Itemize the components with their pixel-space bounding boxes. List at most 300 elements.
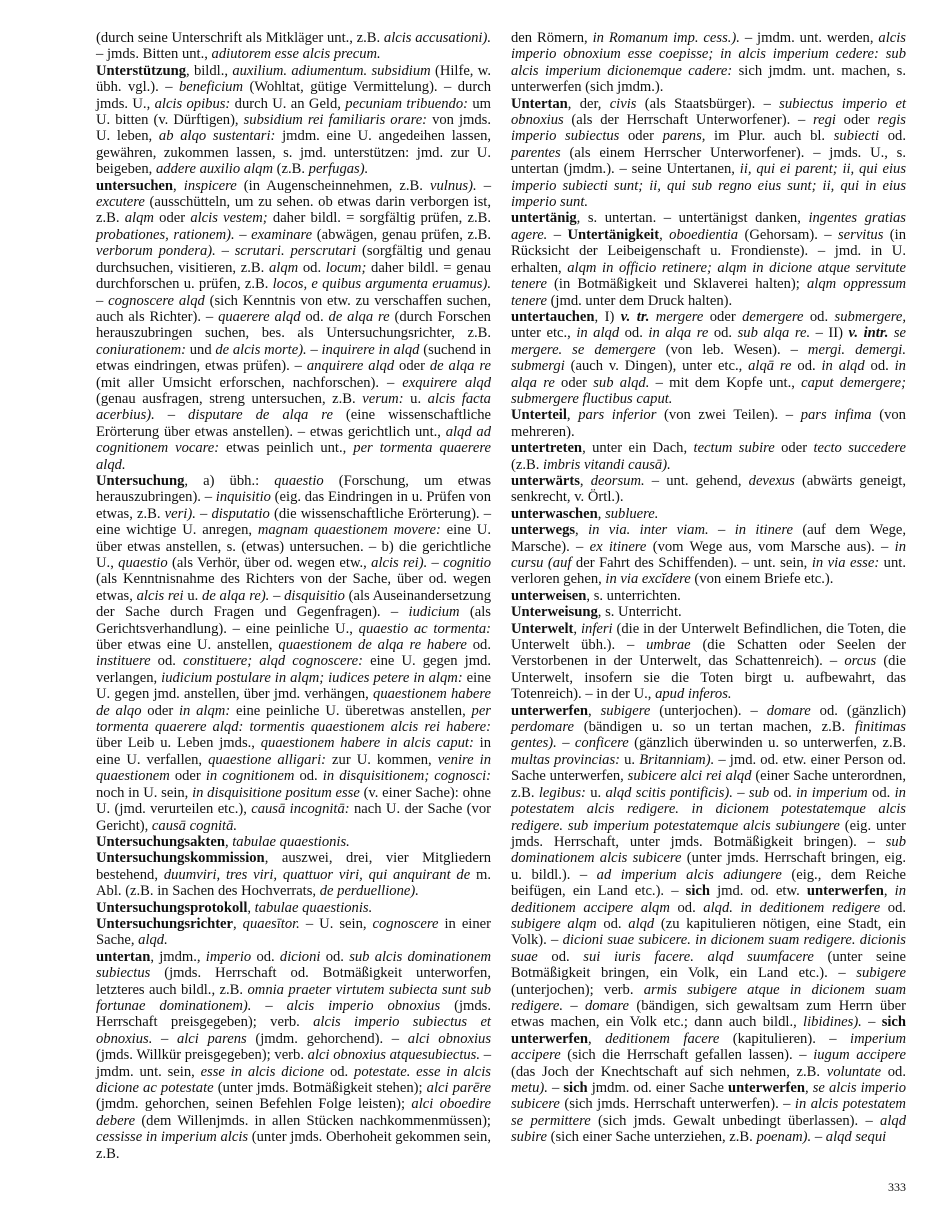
latin-term: submergere, bbox=[834, 308, 907, 325]
entry-text: (als Staatsbürger). – bbox=[636, 95, 780, 112]
entry-text: (Hilfe, w. übh. vgl.). – bbox=[96, 62, 492, 96]
entry-text: (genau ausfragen, streng untersuchen, z.B. bbox=[96, 390, 363, 407]
entry-text: (jmdm. gehorchen, seinen Befehlen Folge leisten); bbox=[96, 1096, 412, 1113]
latin-term: excutere bbox=[96, 194, 145, 211]
entry-text: – jmd. od. etw. einer Person od. Sache unterwerfen, bbox=[511, 751, 907, 785]
entry-text: , der, bbox=[567, 95, 610, 112]
latin-term: in alqd bbox=[821, 358, 865, 375]
latin-term: mergi. demergi. submergi bbox=[511, 341, 906, 375]
latin-term: ingentes gratias agere. bbox=[511, 210, 906, 243]
latin-term: iudicium bbox=[408, 604, 460, 621]
latin-term: pars infima bbox=[800, 407, 872, 424]
latin-term: adiutorem esse alcis precum. bbox=[211, 46, 381, 63]
dictionary-entry bbox=[511, 309, 906, 407]
headword: untertreten bbox=[511, 440, 583, 457]
entry-text: oder bbox=[394, 358, 430, 375]
entry-text: od. bbox=[791, 358, 822, 375]
latin-term: deditionem facere bbox=[605, 1030, 720, 1047]
latin-term: iugum accipere bbox=[813, 1047, 906, 1064]
entry-text: (sich jmds. Herrschaft unterwerfen). – bbox=[559, 1096, 795, 1113]
latin-term: domare bbox=[766, 702, 811, 719]
latin-term: metu). bbox=[511, 1080, 548, 1096]
latin-term: mergere bbox=[655, 308, 704, 325]
entry-text: (eig., dem Reiche beifügen, ein Land etc.). – bbox=[511, 866, 906, 900]
entry-text: oder bbox=[169, 768, 206, 785]
latin-term: ii, qui ei parent; ii, qui eius imperio subiecti sunt; ii, qui sub regno eius sunt; ii, qui in eius imperio sunt. bbox=[511, 161, 907, 211]
headword: sich bbox=[563, 1080, 588, 1096]
entry-text: , bbox=[573, 620, 581, 637]
entry-text: (unterjochen). – bbox=[650, 702, 767, 719]
entry-text: (durch seine Unterschrift als Mitkläger unt., z.B. bbox=[96, 30, 384, 46]
entry-text: od. bbox=[320, 948, 350, 965]
entry-text: , bbox=[579, 472, 591, 489]
headword: unterwärts bbox=[511, 472, 580, 489]
latin-term: in via esse: bbox=[811, 555, 880, 571]
latin-term: in Romanum imp. cess.). bbox=[592, 30, 740, 46]
latin-term: apud inferos. bbox=[655, 686, 732, 703]
entry-text: (abwärts geneigt, senkrecht, v. Örtl.). bbox=[511, 472, 907, 506]
latin-term: alqd sequi bbox=[825, 1129, 887, 1146]
latin-term: in alqa re bbox=[648, 325, 709, 342]
right-column bbox=[511, 30, 906, 1146]
entry-text: , bbox=[597, 505, 606, 522]
latin-term: servitus bbox=[837, 226, 884, 243]
entry-text: od. bbox=[466, 637, 491, 654]
entry-text: , bbox=[883, 883, 895, 900]
latin-term: in alqd bbox=[576, 325, 620, 342]
entry-text: über etwas eine U. anstellen, bbox=[96, 637, 279, 654]
entry-text: od. bbox=[803, 308, 835, 325]
entry-text: od. bbox=[298, 259, 326, 276]
dictionary-entry bbox=[511, 440, 906, 473]
entry-text: (sich einer Sache unterziehen, z.B. bbox=[546, 1129, 757, 1146]
latin-term: in disquisitione positum esse bbox=[192, 784, 360, 801]
latin-term: parens, bbox=[662, 128, 706, 145]
latin-term: disquisitio bbox=[284, 587, 345, 604]
entry-text: (z.B. bbox=[272, 161, 309, 178]
latin-term: alcis facta acerbius). bbox=[96, 390, 491, 424]
entry-text: od. bbox=[864, 358, 895, 375]
entry-text: (dem Willenjmds. in allen Stücken nachkommenmüssen); bbox=[135, 1112, 491, 1129]
latin-term: duumviri, tres viri, quattuor viri, qui anquirant de bbox=[163, 866, 471, 883]
latin-term: in alqa re bbox=[511, 358, 906, 391]
latin-term: addere auxilio alqm bbox=[155, 161, 273, 178]
latin-term: ex itinere bbox=[589, 538, 647, 555]
latin-term: sub alqa re. bbox=[737, 325, 811, 342]
latin-term: inferi bbox=[580, 620, 613, 637]
latin-term: venire in quaestionem bbox=[96, 751, 491, 785]
latin-term: multas provincias: bbox=[511, 751, 620, 768]
latin-term: in cursu (auf bbox=[511, 538, 906, 571]
entry-text: u. bbox=[585, 784, 606, 801]
latin-term: magnam quaestionem movere: bbox=[257, 522, 441, 539]
entry-text: – bbox=[195, 505, 212, 522]
latin-term: pars inferior bbox=[578, 407, 657, 424]
latin-term: coniurationem: bbox=[96, 341, 186, 358]
dictionary-entry bbox=[96, 178, 491, 473]
entry-text: , auszwei, drei, vier Mitgliedern bestehend, bbox=[96, 850, 491, 883]
latin-term: cognoscere bbox=[372, 915, 439, 932]
latin-term: subigere bbox=[600, 702, 651, 719]
entry-text: daher bildl. = genau durchforschen u. prüfen, z.B. bbox=[96, 259, 492, 293]
entry-text: – bbox=[547, 1080, 564, 1096]
entry-text: und bbox=[185, 341, 216, 358]
latin-term: quaestionem habere in alcis caput: bbox=[260, 735, 474, 752]
dictionary-entry bbox=[511, 621, 906, 703]
latin-term: se alcis imperio subicere bbox=[511, 1080, 907, 1113]
latin-term: alcis opibus: bbox=[154, 95, 231, 112]
latin-term: sub bbox=[748, 784, 770, 801]
latin-term: alcis rei bbox=[136, 587, 184, 604]
entry-text: – U. sein, bbox=[299, 915, 373, 932]
latin-term: alcis accusationi). bbox=[383, 30, 491, 46]
latin-term: ab alqo sustentari: bbox=[158, 128, 276, 145]
entry-text: (durch Forschen herauszubringen suchen, bes. als Untersuchungsrichter, z.B. bbox=[96, 308, 491, 342]
entry-text: , s. Unterricht. bbox=[597, 604, 682, 621]
latin-term: subicere alci rei alqd bbox=[627, 768, 752, 785]
headword: Untersuchungsprotokoll bbox=[96, 899, 248, 916]
entry-text: eine U. über etwas anstellen, s. (etwas) untersuchen. – b) die gerichtliche U., bbox=[96, 522, 491, 571]
entry-text: (ausschütteln, um zu sehen. ob etwas darin verborgen ist, z.B. bbox=[96, 194, 491, 227]
headword: Untersuchungsakten bbox=[96, 833, 225, 850]
entry-text: (sich Kenntnis von etw. zu verschaffen suchen, auch als Richter). – bbox=[96, 292, 491, 325]
latin-term: subsidium rei familiaris orare: bbox=[243, 112, 428, 129]
latin-term: veri). bbox=[164, 505, 196, 522]
entry-text: – jmdm. unt. sein, bbox=[96, 1047, 491, 1080]
latin-term: dicioni bbox=[279, 948, 321, 965]
latin-term: causā cognitā. bbox=[151, 817, 238, 834]
latin-term: quaesītor. bbox=[242, 915, 300, 932]
entry-text: (Forschung, um etwas herauszubringen). – bbox=[96, 472, 491, 506]
latin-term: per tormenta quaerere alqd. bbox=[96, 440, 491, 473]
latin-term: poenam). bbox=[756, 1129, 812, 1146]
entry-text: der Fahrt des Schiffenden). – unt. sein, bbox=[571, 555, 812, 571]
entry-text: – bbox=[427, 555, 444, 571]
latin-term: in via excĭdere bbox=[605, 571, 691, 588]
latin-term: locum; bbox=[325, 259, 367, 276]
entry-text: , bbox=[173, 177, 184, 194]
headword: Unterstützung bbox=[96, 62, 186, 79]
headword: sich bbox=[685, 883, 710, 900]
entry-text: , bbox=[224, 833, 233, 850]
entry-text: (mit aller Umsicht erforschen, nachforschen). – bbox=[96, 374, 403, 391]
latin-term: verborum pondera). – scrutari. perscrutari bbox=[96, 243, 357, 260]
latin-term: in alqm: bbox=[179, 702, 231, 719]
latin-term: de perduellione). bbox=[319, 883, 419, 900]
headword: untertauchen bbox=[511, 308, 595, 325]
entry-text: od. bbox=[669, 899, 704, 916]
entry-text: (als Auseinandersetzung der Sache durch Fragen und Gegenfragen). – bbox=[96, 587, 491, 621]
entry-text: eine peinliche U. überetwas anstellen, bbox=[230, 702, 472, 719]
entry-text: (eine wissenschaftliche Erörterung über etwas anstellen). – etwas gerichtlich unt., bbox=[96, 407, 492, 440]
entry-text: (in Rücksicht der Leibeigenschaft u. Frondienste). – jmd. in U. erhalten, bbox=[511, 226, 907, 276]
latin-term: in disquisitionem; cognosci: bbox=[322, 768, 491, 785]
entry-text: od. bbox=[294, 768, 323, 785]
entry-text: od. bbox=[880, 899, 907, 916]
latin-term: libidines). bbox=[803, 1014, 862, 1031]
latin-term: alcis vestem; bbox=[190, 210, 268, 227]
latin-term: subiectus imperio et obnoxius bbox=[511, 95, 906, 129]
entry-text: (einer Sache unterordnen, z.B. bbox=[511, 768, 906, 801]
latin-term: exquirere alqd bbox=[402, 374, 491, 391]
latin-term: constituere; alqd cognoscere: bbox=[182, 653, 364, 670]
headword: Unterweisung bbox=[511, 604, 598, 621]
latin-term: finitimas gentes). – conficere bbox=[511, 719, 906, 752]
latin-term: per tormenta quaerere alqd: tormentis quaestionem alcis rei habere: bbox=[96, 702, 491, 736]
dictionary-entry bbox=[96, 916, 491, 949]
entry-text: (kapitulieren). – bbox=[719, 1030, 851, 1047]
entry-text: durch U. an Geld, bbox=[230, 95, 346, 112]
entry-text: von jmds. U. leben, bbox=[96, 112, 492, 145]
latin-term: beneficium bbox=[178, 79, 243, 96]
latin-term: alqm oppressum tenere bbox=[511, 276, 906, 309]
entry-text: (jmdm. gehorchend). – bbox=[246, 1030, 408, 1047]
latin-term: alci oboedire debere bbox=[96, 1096, 491, 1129]
entry-text: (das Joch der Knechtschaft auf sich nehmen, z.B. bbox=[511, 1063, 827, 1080]
latin-term: v. intr. bbox=[848, 325, 889, 342]
latin-term: vulnus). bbox=[430, 177, 477, 194]
entry-text: zur U. kommen, bbox=[326, 751, 438, 768]
entry-text: od. bbox=[769, 784, 797, 801]
latin-term: perdomare bbox=[511, 719, 574, 736]
headword: unterwerfen bbox=[728, 1080, 806, 1096]
entry-text: jmdm. eine U. angedeihen lassen, gewähren, zukommen lassen, s. jmd. unterstützen: jmd. zur U. beigeben, bbox=[96, 128, 492, 178]
headword: sich unterwerfen bbox=[511, 1014, 907, 1047]
entry-text: eine U. gegen jmd. anstellen, über jmd. verhängen, bbox=[96, 669, 491, 703]
entry-text: – bbox=[811, 1129, 826, 1146]
entry-text: od. bbox=[300, 308, 329, 325]
entry-text: (z.B. bbox=[511, 456, 544, 473]
entry-text: (vom Wege aus, vom Marsche aus). – bbox=[646, 538, 895, 555]
entry-text: (jmds. Willkür preisgegeben); verb. bbox=[96, 1047, 308, 1064]
latin-term: orcus bbox=[844, 653, 877, 670]
dictionary-entry bbox=[511, 522, 906, 588]
latin-term: omnia praeter virtutem subiecta sunt sub fortunae dominationem). – alcis imperio obnoxius bbox=[96, 981, 491, 1014]
entry-text: oder bbox=[153, 210, 191, 227]
entry-text: (sich die Herrschaft gefallen lassen). – bbox=[560, 1047, 814, 1064]
entry-text: – bbox=[269, 587, 285, 604]
entry-text: über Leib u. Leben jmds., bbox=[96, 735, 261, 752]
entry-text: (von einem Briefe etc.). bbox=[690, 571, 834, 588]
entry-text: , bbox=[805, 1080, 813, 1096]
entry-text: – jmdm. unt. werden, bbox=[739, 30, 879, 46]
entry-text: od. bbox=[867, 784, 895, 801]
latin-term: civis bbox=[609, 95, 637, 112]
entry-text: oder bbox=[554, 374, 594, 391]
dictionary-entry bbox=[96, 834, 491, 850]
entry-text: , bbox=[588, 702, 601, 719]
entry-text: (als Kenntnisnahme des Richters von der Sache, über od. wegen etwas, bbox=[96, 571, 491, 604]
latin-term: quaestione alligari: bbox=[208, 751, 327, 768]
latin-term: alqd. bbox=[138, 932, 168, 949]
entry-text: in eine U. verfallen, bbox=[96, 735, 492, 768]
latin-term: se mergere. se demergere bbox=[511, 325, 907, 358]
entry-text: u. bbox=[403, 390, 428, 407]
latin-term: alcis imperio obnoxium esse coepisse; in alcis imperium cedere: sub alcis imperium dicionemque cadere: bbox=[511, 30, 906, 79]
entry-text: (die wissenschaftliche Erörterung). – eine wichtige U. anregen, bbox=[96, 505, 492, 539]
headword: Untersuchungskommission bbox=[96, 850, 265, 867]
latin-term: legibus: bbox=[538, 784, 586, 801]
latin-term: tabulae quaestionis. bbox=[232, 833, 350, 850]
entry-text: (unter jmds. Herrschaft bringen, eig. u. bildl.). – bbox=[511, 850, 906, 883]
entry-text: daher bildl. = sorgfältig prüfen, z.B. bbox=[267, 210, 491, 227]
headword: Unterteil bbox=[511, 407, 567, 424]
latin-term: oboedientia bbox=[669, 226, 739, 243]
latin-term: alqd ad cognitionem vocare: bbox=[96, 423, 492, 457]
entry-text: , bildl., bbox=[186, 62, 233, 79]
entry-text: od. bbox=[881, 1063, 906, 1080]
entry-text: (unter seine Botmäßigkeit bringen, ein Volk, ein Land etc.). – bbox=[511, 948, 906, 982]
entry-text: etwas peinlich unt., bbox=[219, 440, 354, 457]
page-number: 333 bbox=[888, 1180, 906, 1194]
latin-term: imperio bbox=[205, 948, 252, 965]
entry-text: (von leb. Wesen). – bbox=[655, 341, 808, 358]
entry-text: – jmds. Bitten unt., bbox=[96, 46, 212, 63]
latin-term: tabulae quaestionis. bbox=[254, 899, 373, 916]
latin-term: alqā re bbox=[748, 358, 792, 375]
entry-text: – bbox=[861, 1014, 882, 1031]
latin-term: regi bbox=[813, 112, 836, 129]
latin-term: alqd. in deditionem redigere bbox=[703, 899, 881, 916]
entry-text: m. Abl. (z.B. in Sachen des Hochverrats, bbox=[96, 866, 492, 900]
headword: unterwegs bbox=[511, 522, 576, 539]
latin-term: alqm bbox=[268, 259, 299, 276]
entry-text: , bbox=[575, 522, 589, 539]
dictionary-entry bbox=[511, 588, 906, 604]
latin-term: alqm bbox=[124, 210, 154, 227]
dictionary-entry bbox=[96, 30, 491, 63]
dictionary-entry bbox=[96, 949, 491, 1162]
entry-text: (v. einer Sache): ohne U. (jmd. verurteilen etc.), bbox=[96, 784, 491, 818]
entry-text: od. bbox=[251, 948, 280, 965]
latin-term: armis subigere atque in dicionem suam redigere. – domare bbox=[511, 981, 906, 1014]
headword: unterwaschen bbox=[511, 505, 598, 522]
entry-text: (abwägen, genau prüfen, z.B. bbox=[312, 226, 491, 243]
entry-text: (als der Herrschaft Unterworfener). – bbox=[563, 112, 813, 129]
entry-text: (als Verhör, über od. wegen etw., bbox=[167, 555, 372, 571]
latin-term: inspicere bbox=[183, 177, 237, 194]
dictionary-entry bbox=[96, 473, 491, 834]
latin-term: quaestio bbox=[274, 472, 324, 489]
left-column bbox=[96, 30, 491, 1162]
entry-text: (zu kapitulieren nötigen, eine Stadt, ein Volk). – bbox=[511, 915, 906, 949]
entry-text: – mit dem Kopfe unt., bbox=[649, 374, 802, 391]
entry-text: (als Gerichtsverhandlung). – eine peinliche U., bbox=[96, 604, 491, 637]
entry-text: – II) bbox=[810, 325, 849, 342]
latin-term: ad imperium alcis adiungere bbox=[596, 866, 782, 883]
headword: untertan bbox=[96, 948, 151, 965]
latin-term: alcis rei). bbox=[371, 555, 428, 571]
entry-text: (die in der Unterwelt Befindlichen, die Toten, die Unterwelt übh.). – bbox=[511, 620, 906, 654]
entry-text: – unt. gehend, bbox=[644, 472, 749, 489]
latin-term: alqd bbox=[628, 915, 655, 932]
entry-text: , s. unterrichten. bbox=[586, 587, 681, 604]
latin-term: devexus bbox=[748, 472, 795, 489]
latin-term: locos, e quibus argumenta eruamus). – cognoscere alqd bbox=[96, 276, 491, 309]
latin-term: disputatio bbox=[211, 505, 270, 522]
latin-term: inquirere in alqd bbox=[321, 341, 420, 358]
entry-text: (von mehreren). bbox=[511, 407, 906, 440]
entry-text: , bbox=[659, 226, 670, 243]
entry-text: , bbox=[588, 1030, 606, 1047]
latin-term: tecto succedere bbox=[813, 440, 906, 457]
latin-term: de alqa re bbox=[429, 358, 491, 375]
entry-text: (auf dem Wege, Marsche). – bbox=[511, 522, 906, 555]
entry-text: (die Schatten oder Seelen der Verstorbenen in der Unterwelt, das Schattenreich). – bbox=[511, 637, 906, 670]
entry-text: den Römern, bbox=[511, 30, 593, 46]
entry-text: noch in U. sein, bbox=[96, 784, 193, 801]
entry-text: (als einem Herrscher Unterworfener). – jmds. U., s. untertan (jmdm.). – seine Untertanen, bbox=[511, 144, 906, 178]
latin-term: subluere. bbox=[605, 505, 659, 522]
dictionary-entry bbox=[511, 506, 906, 522]
entry-text: od. bbox=[537, 948, 584, 965]
entry-text: – bbox=[547, 226, 568, 243]
entry-text: (in Botmäßigkeit und Sklaverei halten); bbox=[546, 276, 807, 293]
latin-term: alci obnoxius atquesubiectus. bbox=[307, 1047, 481, 1064]
latin-term: umbrae bbox=[646, 637, 691, 654]
headword: Unterwelt bbox=[511, 620, 574, 637]
headword: unterwerfen bbox=[806, 883, 884, 900]
entry-text: u. bbox=[183, 587, 203, 604]
latin-term: in imperium bbox=[796, 784, 868, 801]
latin-term: v. tr. bbox=[620, 308, 650, 325]
latin-term: alci parēre bbox=[426, 1080, 492, 1096]
latin-term: voluntate bbox=[826, 1063, 882, 1080]
dictionary-entry bbox=[511, 210, 906, 308]
entry-text: od. bbox=[879, 128, 907, 145]
dictionary-entry bbox=[96, 900, 491, 916]
dictionary-entry bbox=[511, 30, 906, 96]
latin-term: de alqa re bbox=[328, 308, 390, 325]
entry-text: od. bbox=[324, 1063, 355, 1080]
entry-text: unter etc., bbox=[511, 325, 577, 342]
dictionary-entry bbox=[511, 703, 906, 1146]
entry-text: unt. verloren gehen, bbox=[511, 555, 906, 588]
entry-text: in einer Sache, bbox=[96, 915, 491, 949]
entry-text: (jmd. unter dem Druck halten). bbox=[546, 292, 733, 309]
latin-term: in alcis potestatem se permittere bbox=[511, 1096, 906, 1129]
latin-term: pecuniam tribuendo: bbox=[345, 95, 468, 112]
entry-text: (bändigen u. so un tertan machen, z.B. bbox=[573, 719, 855, 736]
latin-term: alcis imperio subiectus et obnoxius. – alci parens bbox=[96, 1014, 491, 1047]
entry-text: , unter ein Dach, bbox=[582, 440, 694, 457]
latin-term: regis imperio subiectus bbox=[511, 112, 906, 145]
latin-term: cognitio bbox=[443, 555, 491, 571]
latin-term: dicioni suae subicere. in dicionem suam redigere. dicionis suae bbox=[511, 932, 906, 965]
entry-text: (eig. das Eindringen in u. Prüfen von etwas, z.B. bbox=[96, 489, 491, 522]
entry-text: od. bbox=[619, 325, 649, 342]
entry-text: oder bbox=[703, 308, 743, 325]
latin-term: de alqa re). bbox=[202, 587, 270, 604]
latin-term: de alcis morte). bbox=[215, 341, 307, 358]
entry-text: eine U. gegen jmd. verlangen, bbox=[96, 653, 491, 686]
entry-text: , bbox=[233, 915, 243, 932]
entry-text: im Plur. auch bl. bbox=[705, 128, 834, 145]
latin-term: tectum subire bbox=[693, 440, 775, 457]
dictionary-entry bbox=[511, 473, 906, 506]
latin-term: subiecti bbox=[833, 128, 880, 145]
latin-term: quaestionem habere de alqo bbox=[96, 686, 491, 719]
headword: Untertänigkeit bbox=[567, 226, 660, 243]
latin-term: alqd subire bbox=[511, 1112, 906, 1146]
latin-term: sub alqd. bbox=[593, 374, 650, 391]
entry-text: (in Augenscheinnehmen, z.B. bbox=[236, 177, 430, 194]
headword: unterwerfen bbox=[511, 702, 588, 719]
entry-text: od. bbox=[596, 915, 629, 932]
entry-text: (Gehorsam). – bbox=[738, 226, 838, 243]
entry-text: jmd. od. etw. bbox=[709, 883, 807, 900]
entry-text: (die Unterwelt, insofern sie die Toten birgt u. aufbewahrt, das Totenreich). – in der U., bbox=[511, 653, 907, 703]
